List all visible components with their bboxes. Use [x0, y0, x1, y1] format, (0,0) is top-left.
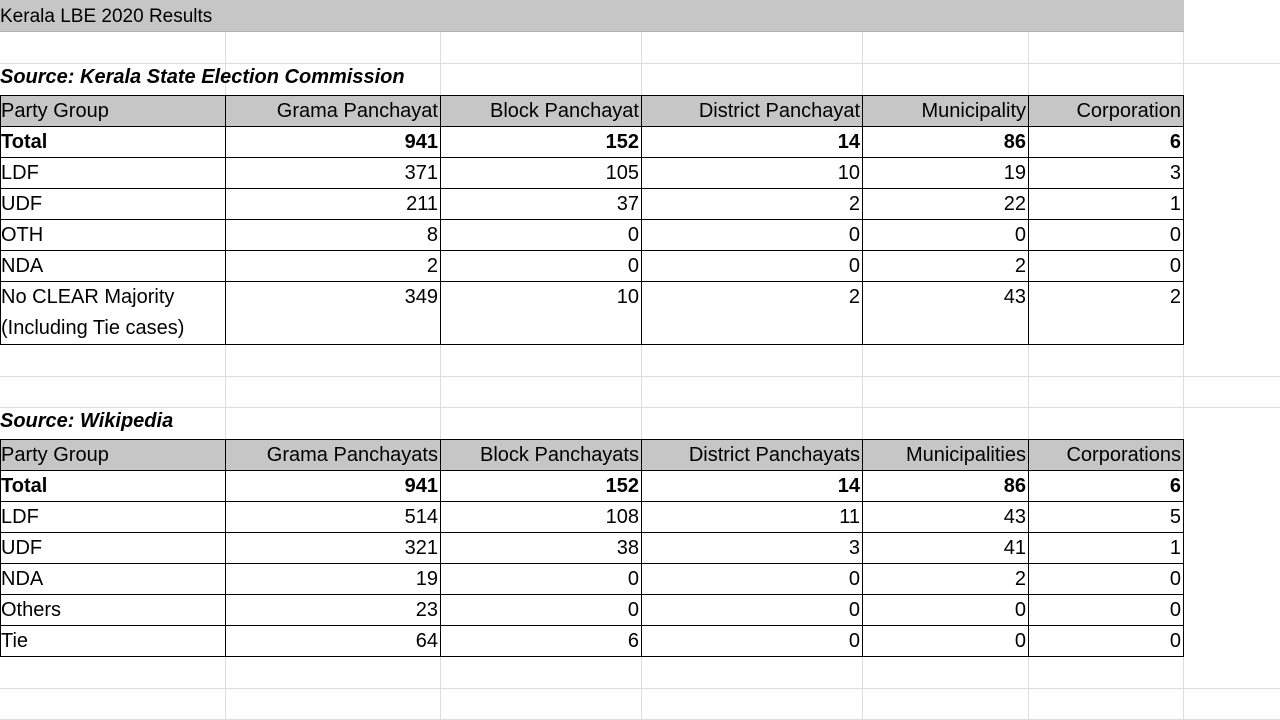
header-cell[interactable]: Party Group: [1, 96, 226, 127]
table-row: [1, 282, 1184, 345]
value-cell[interactable]: 0: [1029, 595, 1184, 626]
row-label-line: No CLEAR Majority: [1, 286, 175, 308]
header-cell[interactable]: Corporation: [1029, 96, 1184, 127]
table-row: [1, 564, 1184, 595]
value-cell[interactable]: 0: [642, 595, 863, 626]
table-row: [1, 158, 1184, 189]
row-label-cell[interactable]: Total: [1, 127, 226, 158]
table2-source: Source: Wikipedia: [0, 410, 174, 432]
row-label-cell[interactable]: UDF: [1, 533, 226, 564]
header-cell[interactable]: Block Panchayats: [441, 440, 642, 471]
value-cell[interactable]: 349: [226, 282, 441, 345]
value-cell[interactable]: 0: [1029, 564, 1184, 595]
value-cell[interactable]: 0: [441, 220, 642, 251]
table-row: [1, 502, 1184, 533]
header-cell[interactable]: Municipality: [863, 96, 1029, 127]
value-cell[interactable]: 105: [441, 158, 642, 189]
value-cell[interactable]: 941: [226, 127, 441, 158]
value-cell[interactable]: 14: [642, 127, 863, 158]
value-cell[interactable]: 0: [1029, 251, 1184, 282]
value-cell[interactable]: 0: [863, 220, 1029, 251]
value-cell[interactable]: 0: [642, 251, 863, 282]
table-header-row: [1, 96, 1184, 127]
value-cell[interactable]: 2: [1029, 282, 1184, 345]
table-row: [1, 626, 1184, 657]
row-label-cell[interactable]: UDF: [1, 189, 226, 220]
results-table-sec: [0, 95, 1184, 345]
value-cell[interactable]: 6: [1029, 127, 1184, 158]
value-cell[interactable]: 0: [1029, 626, 1184, 657]
value-cell[interactable]: 211: [226, 189, 441, 220]
value-cell[interactable]: 0: [863, 626, 1029, 657]
value-cell[interactable]: 0: [642, 220, 863, 251]
value-cell[interactable]: 3: [1029, 158, 1184, 189]
row-label-cell[interactable]: OTH: [1, 220, 226, 251]
value-cell[interactable]: 0: [863, 595, 1029, 626]
value-cell[interactable]: 22: [863, 189, 1029, 220]
value-cell[interactable]: 19: [226, 564, 441, 595]
value-cell[interactable]: 64: [226, 626, 441, 657]
value-cell[interactable]: 0: [441, 564, 642, 595]
table-row: [1, 189, 1184, 220]
value-cell[interactable]: 371: [226, 158, 441, 189]
value-cell[interactable]: 2: [642, 189, 863, 220]
value-cell[interactable]: 6: [441, 626, 642, 657]
value-cell[interactable]: 23: [226, 595, 441, 626]
value-cell[interactable]: 86: [863, 127, 1029, 158]
value-cell[interactable]: 152: [441, 471, 642, 502]
header-cell[interactable]: Municipalities: [863, 440, 1029, 471]
sheet-title: Kerala LBE 2020 Results: [0, 0, 1184, 32]
value-cell[interactable]: 2: [642, 282, 863, 345]
value-cell[interactable]: 0: [642, 626, 863, 657]
value-cell[interactable]: 38: [441, 533, 642, 564]
table-header-row: [1, 440, 1184, 471]
value-cell[interactable]: 0: [1029, 220, 1184, 251]
results-table-wikipedia: [0, 439, 1184, 657]
table-row: [1, 251, 1184, 282]
header-cell[interactable]: District Panchayats: [642, 440, 863, 471]
value-cell[interactable]: 14: [642, 471, 863, 502]
value-cell[interactable]: 10: [441, 282, 642, 345]
value-cell[interactable]: 2: [863, 251, 1029, 282]
value-cell[interactable]: 1: [1029, 189, 1184, 220]
value-cell[interactable]: 2: [226, 251, 441, 282]
table-row: [1, 220, 1184, 251]
row-label-cell[interactable]: Total: [1, 471, 226, 502]
row-label-cell[interactable]: Others: [1, 595, 226, 626]
value-cell[interactable]: 1: [1029, 533, 1184, 564]
header-cell[interactable]: Corporations: [1029, 440, 1184, 471]
value-cell[interactable]: 108: [441, 502, 642, 533]
value-cell[interactable]: 41: [863, 533, 1029, 564]
header-cell[interactable]: Party Group: [1, 440, 226, 471]
value-cell[interactable]: 0: [642, 564, 863, 595]
value-cell[interactable]: 2: [863, 564, 1029, 595]
value-cell[interactable]: 321: [226, 533, 441, 564]
value-cell[interactable]: 152: [441, 127, 642, 158]
value-cell[interactable]: 37: [441, 189, 642, 220]
row-label-cell[interactable]: LDF: [1, 502, 226, 533]
value-cell[interactable]: 514: [226, 502, 441, 533]
header-cell[interactable]: Block Panchayat: [441, 96, 642, 127]
header-cell[interactable]: Grama Panchayat: [226, 96, 441, 127]
row-label-line: (Including Tie cases): [1, 317, 185, 339]
value-cell[interactable]: 8: [226, 220, 441, 251]
header-cell[interactable]: District Panchayat: [642, 96, 863, 127]
table-row: [1, 595, 1184, 626]
value-cell[interactable]: 0: [441, 595, 642, 626]
row-label-cell[interactable]: LDF: [1, 158, 226, 189]
value-cell[interactable]: 11: [642, 502, 863, 533]
table-row: [1, 471, 1184, 502]
table-row: [1, 127, 1184, 158]
value-cell[interactable]: 43: [863, 502, 1029, 533]
value-cell[interactable]: 43: [863, 282, 1029, 345]
table1-source: Source: Kerala State Election Commission: [0, 66, 405, 88]
table-row: [1, 533, 1184, 564]
row-label-cell[interactable]: [1, 282, 226, 345]
value-cell[interactable]: 5: [1029, 502, 1184, 533]
value-cell[interactable]: 941: [226, 471, 441, 502]
row-label-cell[interactable]: NDA: [1, 564, 226, 595]
value-cell[interactable]: 19: [863, 158, 1029, 189]
row-label-cell[interactable]: Tie: [1, 626, 226, 657]
value-cell[interactable]: 86: [863, 471, 1029, 502]
value-cell[interactable]: 10: [642, 158, 863, 189]
value-cell[interactable]: 3: [642, 533, 863, 564]
value-cell[interactable]: 6: [1029, 471, 1184, 502]
header-cell[interactable]: Grama Panchayats: [226, 440, 441, 471]
value-cell[interactable]: 0: [441, 251, 642, 282]
row-label-cell[interactable]: NDA: [1, 251, 226, 282]
